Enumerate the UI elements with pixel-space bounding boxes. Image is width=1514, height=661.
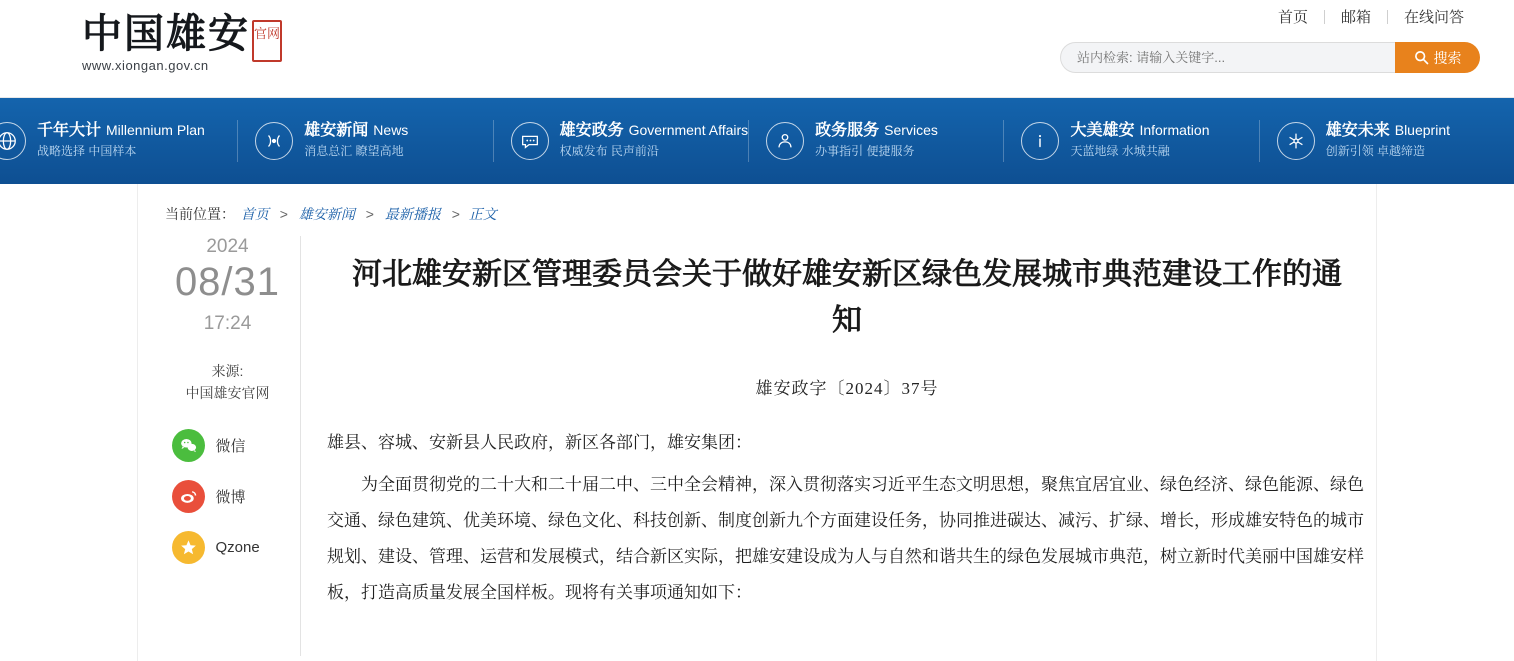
nav-subtitle: 消息总汇 瞭望高地 (304, 144, 404, 158)
breadcrumb-separator: > (279, 206, 288, 222)
site-logo-url: www.xiongan.gov.cn (82, 58, 209, 73)
wechat-icon (172, 429, 205, 462)
article (327, 232, 1367, 617)
publish-date: 08/31 (174, 260, 281, 304)
weibo-icon (172, 480, 205, 513)
nav-title: 千年大计 (37, 122, 102, 139)
breadcrumb-label: 当前位置： (165, 206, 235, 222)
nav-subtitle: 创新引领 卓越缔造 (1325, 144, 1426, 158)
divider (1376, 184, 1377, 661)
nav-title: 雄安未来 (1325, 122, 1390, 139)
nav-item-millennium-plan[interactable] (0, 98, 237, 184)
breadcrumb-item-current: 正文 (468, 206, 497, 222)
share-wechat[interactable] (172, 429, 284, 462)
nav-subtitle: 战略选择 中国样本 (37, 144, 137, 158)
search-icon (1414, 50, 1429, 65)
share-label: Qzone (215, 539, 260, 556)
top-link-qa[interactable]: 在线问答 (1403, 9, 1464, 26)
top-links (1262, 6, 1480, 27)
nav-item-services[interactable] (748, 98, 1003, 184)
nav-title: 雄安政务 (559, 122, 624, 139)
nav-item-information[interactable] (1003, 98, 1258, 184)
search-button-label: 搜索 (1433, 49, 1462, 66)
page-body (0, 184, 1514, 661)
publish-time: 17:24 (203, 313, 252, 334)
breadcrumb-item-home[interactable]: 首页 (240, 206, 269, 222)
breadcrumb-separator: > (365, 206, 374, 222)
share-weibo[interactable] (172, 480, 284, 513)
document-number: 雄安政字〔2024〕37号 (755, 379, 939, 399)
nav-item-government-affairs[interactable] (493, 98, 749, 184)
content-container (137, 184, 1377, 661)
divider (137, 184, 138, 661)
breadcrumb-item-news[interactable]: 雄安新闻 (298, 206, 355, 222)
nav-subtitle: 天蓝地绿 水城共融 (1070, 144, 1170, 158)
page-title: 河北雄安新区管理委员会关于做好雄安新区绿色发展城市典范建设工作的通知 (352, 258, 1342, 338)
share-qzone[interactable] (172, 531, 284, 564)
chat-icon (511, 122, 549, 160)
site-logo-text: 中国雄安 (82, 11, 250, 56)
top-link-mail[interactable]: 邮箱 (1340, 9, 1371, 26)
nav-item-news[interactable] (237, 98, 492, 184)
nav-title: 大美雄安 (1070, 122, 1135, 139)
site-logo[interactable] (82, 12, 302, 84)
breadcrumb (137, 184, 1377, 224)
search-input[interactable] (1060, 42, 1395, 73)
source-label: 来源: (211, 363, 244, 379)
nav-title-en: Services (884, 122, 938, 138)
site-search (1060, 42, 1480, 73)
nav-title-en: Government Affairs (628, 122, 749, 138)
breadcrumb-item-latest[interactable]: 最新播报 (384, 206, 441, 222)
nav-title-en: News (373, 122, 409, 138)
share-list (159, 429, 296, 564)
share-label: 微博 (215, 489, 246, 506)
main-nav (0, 98, 1514, 184)
official-seal-icon: 官网 (252, 20, 282, 62)
nav-title-en: Millennium Plan (106, 122, 205, 138)
nav-title-en: Information (1139, 122, 1210, 138)
publish-year: 2024 (206, 236, 249, 257)
article-body (327, 425, 1367, 611)
nav-title: 政务服务 (815, 122, 880, 139)
nav-item-blueprint[interactable] (1259, 98, 1514, 184)
service-icon (766, 122, 804, 160)
site-header (0, 0, 1514, 98)
top-link-home[interactable]: 首页 (1277, 9, 1308, 26)
article-meta-column (159, 236, 301, 656)
search-button[interactable] (1395, 42, 1480, 73)
nav-subtitle: 权威发布 民声前沿 (559, 144, 659, 158)
nav-title: 雄安新闻 (304, 122, 369, 139)
article-salutation: 雄县、容城、安新县人民政府，新区各部门，雄安集团： (327, 433, 752, 453)
breadcrumb-separator: > (451, 206, 460, 222)
source-value: 中国雄安官网 (185, 385, 270, 401)
info-icon (1021, 122, 1059, 160)
nav-title-en: Blueprint (1394, 122, 1450, 138)
blueprint-icon (1277, 122, 1315, 160)
qzone-icon (172, 531, 205, 564)
article-paragraph: 为全面贯彻党的二十大和二十届二中、三中全会精神，深入贯彻落实习近平生态文明思想，聚焦宜居宜业、绿色经济、绿色能源、绿色交通、绿色建筑、优美环境、绿色文化、科技创新、制度创新九个方面建设任务，协同推进碳达、减污、扩绿、增长，形成雄安特色的城市规划、建设、管理、运营和发展模式，结合新区实际，把雄安建设成为人与自然和谐共生的绿色发展城市典范，树立新时代美丽中国雄安样板，打造高质量发展全国样板。现将有关事项通知如下： (327, 475, 1364, 603)
share-label: 微信 (215, 438, 246, 455)
nav-subtitle: 办事指引 便捷服务 (815, 144, 915, 158)
globe-icon (0, 122, 26, 160)
news-icon (255, 122, 293, 160)
